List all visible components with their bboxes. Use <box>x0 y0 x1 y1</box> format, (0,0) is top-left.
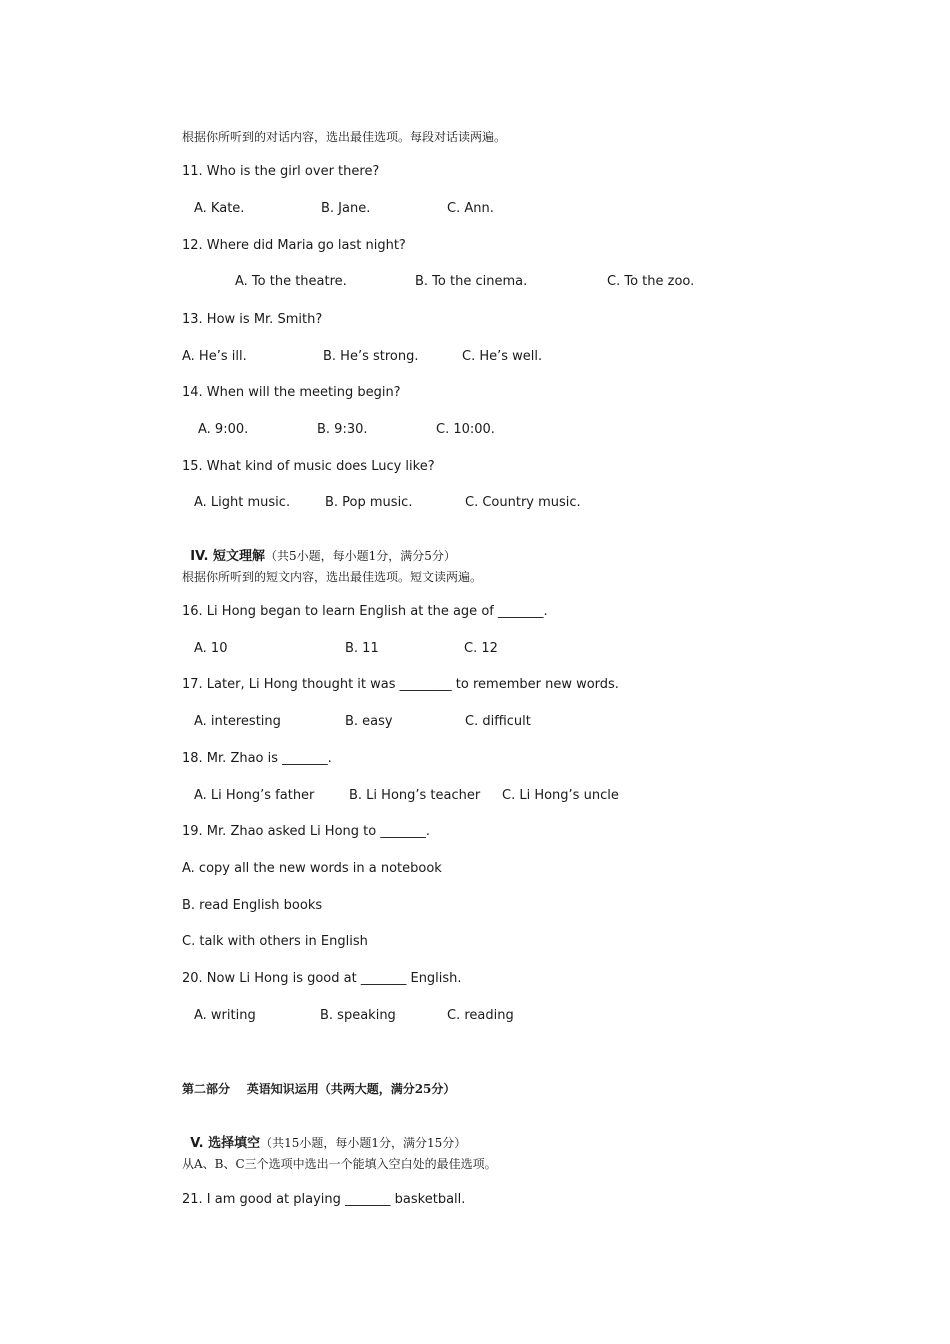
option-16c: C. 12 <box>464 641 498 656</box>
section-iv-title: IV. 短文理解 <box>190 549 265 564</box>
option-20a: A. writing <box>194 1008 256 1023</box>
option-11a: A. Kate. <box>194 201 245 216</box>
section-v-title: V. 选择填空 <box>190 1136 261 1151</box>
option-14a: A. 9:00. <box>198 422 249 437</box>
option-17a: A. interesting <box>194 714 281 729</box>
section-iv-note: （共5小题，每小题1分，满分5分） <box>264 549 456 563</box>
question-21: 21. I am good at playing _______ basketball. <box>182 1192 466 1207</box>
section-v-note: （共15小题，每小题1分，满分15分） <box>260 1136 467 1150</box>
question-12: 12. Where did Maria go last night? <box>182 238 406 253</box>
option-12b: B. To the cinema. <box>415 274 528 289</box>
option-20b: B. speaking <box>320 1008 396 1023</box>
option-13b: B. He’s strong. <box>323 349 419 364</box>
option-20c: C. reading <box>447 1008 514 1023</box>
question-17: 17. Later, Li Hong thought it was ________ to remember new words. <box>182 677 619 692</box>
option-12c: C. To the zoo. <box>607 274 695 289</box>
option-13a: A. He’s ill. <box>182 349 247 364</box>
option-13c: C. He’s well. <box>462 349 543 364</box>
option-18b: B. Li Hong’s teacher <box>349 788 481 803</box>
option-14b: B. 9:30. <box>317 422 368 437</box>
option-19a: A. copy all the new words in a notebook <box>182 861 442 876</box>
question-19: 19. Mr. Zhao asked Li Hong to _______. <box>182 824 430 839</box>
option-19c: C. talk with others in English <box>182 934 368 949</box>
option-15a: A. Light music. <box>194 495 291 510</box>
section-iv-heading <box>182 532 456 565</box>
option-15b: B. Pop music. <box>325 495 413 510</box>
option-18a: A. Li Hong’s father <box>194 788 315 803</box>
option-17c: C. difficult <box>465 714 531 729</box>
question-16: 16. Li Hong began to learn English at the age of _______. <box>182 604 548 619</box>
question-18: 18. Mr. Zhao is _______. <box>182 751 332 766</box>
question-13: 13. How is Mr. Smith? <box>182 312 323 327</box>
section-v-heading <box>182 1119 466 1152</box>
question-15: 15. What kind of music does Lucy like? <box>182 459 435 474</box>
option-18c: C. Li Hong’s uncle <box>502 788 619 803</box>
option-11c: C. Ann. <box>447 201 494 216</box>
option-12a: A. To the theatre. <box>235 274 347 289</box>
instruction-passage: 根据你所听到的短文内容，选出最佳选项。短文读两遍。 <box>182 570 483 584</box>
instruction-dialog: 根据你所听到的对话内容，选出最佳选项。每段对话读两遍。 <box>182 130 507 144</box>
option-15c: C. Country music. <box>465 495 581 510</box>
question-14: 14. When will the meeting begin? <box>182 385 401 400</box>
option-14c: C. 10:00. <box>436 422 495 437</box>
option-16b: B. 11 <box>345 641 379 656</box>
option-19b: B. read English books <box>182 898 323 913</box>
question-20: 20. Now Li Hong is good at _______ English. <box>182 971 462 986</box>
option-17b: B. easy <box>345 714 393 729</box>
question-11: 11. Who is the girl over there? <box>182 164 380 179</box>
part-two-title: 第二部分 英语知识运用（共两大题，满分25分） <box>182 1082 456 1096</box>
option-16a: A. 10 <box>194 641 228 656</box>
option-11b: B. Jane. <box>321 201 371 216</box>
instruction-choose: 从A、B、C三个选项中选出一个能填入空白处的最佳选项。 <box>182 1157 497 1171</box>
